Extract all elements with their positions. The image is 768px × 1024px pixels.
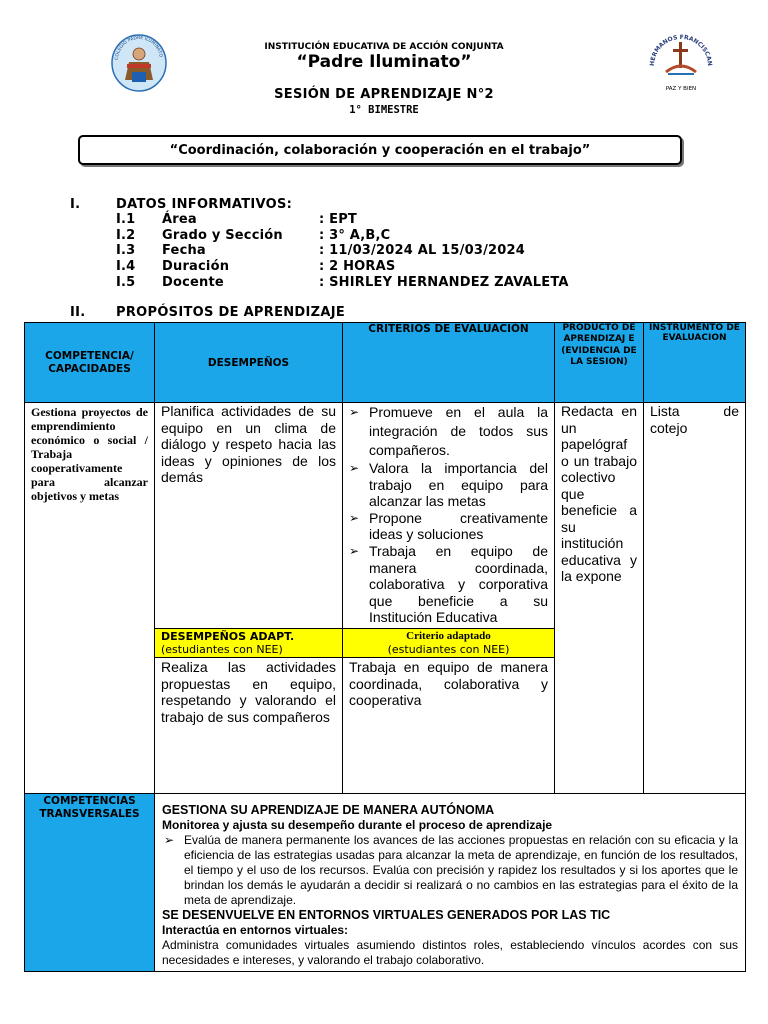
info-value: : EPT	[319, 212, 358, 227]
info-field: Área	[162, 212, 197, 227]
criterio-item: ➢ Propone creativamente ideas y soluciones	[347, 510, 548, 543]
info-num: I.1	[116, 212, 136, 227]
criterios-cell	[343, 403, 555, 629]
criterio-item: ➢ Trabaja en equipo de manera coordinada, colaborativa y corporativa que beneficie a su Institución Educativa	[347, 543, 548, 626]
info-num: I.2	[116, 228, 136, 243]
desempeno-cell: Planifica actividades de su equipo en un clima de diálogo y respeto hacia las ideas y opiniones de los demás	[155, 403, 343, 629]
info-row	[116, 212, 716, 228]
info-num: I.4	[116, 259, 136, 274]
school-name: “Padre Iluminato”	[296, 52, 472, 72]
learning-purposes-table	[24, 322, 746, 972]
header-producto: PRODUCTO DE APRENDIZAJ E (EVIDENCIA DE LA SESION)	[555, 323, 644, 403]
transversal-comp1-capacity: Monitorea y ajusta su desempeño durante el proceso de aprendizaje	[162, 818, 553, 832]
criterio-item: ➢ Promueve en el aula la integración de todos sus compañeros.	[347, 403, 548, 460]
info-field: Duración	[162, 259, 230, 274]
info-value: : 2 HORAS	[319, 259, 396, 274]
logo-caption: PAZ Y BIEN	[665, 86, 697, 92]
info-row	[116, 259, 716, 275]
svg-text:HERMANOS FRANCISCANOS: HERMANOS FRANCISCAN	[648, 33, 714, 67]
transversal-comp2-capacity: Interactúa en entornos virtuales:	[162, 923, 349, 937]
info-num: I.5	[116, 275, 136, 290]
session-theme: “Coordinación, colaboración y cooperación en el trabajo”	[169, 142, 591, 158]
competencia-cell: Gestiona proyectos de emprendimiento económico o social / Trabaja cooperativamente para alcanzar objetivos y metas	[25, 403, 155, 794]
info-field: Grado y Sección	[162, 228, 283, 243]
info-value: : SHIRLEY HERNANDEZ ZAVALETA	[319, 275, 569, 290]
instrumento-cell: Lista de cotejo	[644, 403, 746, 794]
criterio-item: ➢ Valora la importancia del trabajo en equipo para alcanzar las metas	[347, 460, 548, 510]
institution-name: INSTITUCIÓN EDUCATIVA DE ACCIÓN CONJUNTA	[264, 42, 504, 52]
session-title: SESIÓN DE APRENDIZAJE N°2	[274, 87, 494, 102]
adapt-criterio-header: Criterio adaptado (estudiantes con NEE)	[343, 629, 555, 658]
section-number: II.	[70, 305, 86, 320]
transversales-label: COMPETENCIAS TRANSVERSALES	[25, 794, 155, 972]
bimestre-label: 1° BIMESTRE	[349, 104, 419, 116]
transversal-comp1-title: GESTIONA SU APRENDIZAJE DE MANERA AUTÓNOMA	[162, 803, 495, 817]
info-list	[116, 212, 716, 292]
info-field: Fecha	[162, 243, 206, 258]
section-propositos	[70, 305, 470, 321]
header-criterios: CRITERIOS DE EVALUACIÓN	[343, 323, 555, 403]
session-theme-box	[78, 135, 682, 165]
criterios-list	[347, 403, 548, 626]
svg-text:COLEGIO PADRE ILUMINATO: COLEGIO PADRE ILUMINATO	[114, 35, 163, 61]
adapt-desempeno-cell: Realiza las actividades propuestas en equipo, respetando y valorando el trabajo de sus compañeros	[155, 658, 343, 794]
info-row	[116, 275, 716, 291]
info-num: I.3	[116, 243, 136, 258]
producto-cell: Redacta en un papelógraf o un trabajo colectivo que beneficie a su institución educativa y la expone	[555, 403, 644, 794]
info-row	[116, 243, 716, 259]
adapt-criterio-cell: Trabaja en equipo de manera coordinada, colaborativa y cooperativa	[343, 658, 555, 794]
section-datos-informativos	[70, 197, 470, 213]
transversal-item: ➢ Evalúa de manera permanente los avances de las acciones propuestas en relación con su eficacia y la eficiencia de las estrategias usadas para alcanzar la meta de aprendizaje, en función de los resultados, el tiempo y el uso de los recursos. Evalúa con precisión y rapidez los resultados y si los aportes que le brindan los demás le ayudarán a decidir si realizará o no cambios en las estrategias para el éxito de la meta de aprendizaje.	[162, 833, 738, 908]
header-desempenos: DESEMPEÑOS	[155, 323, 343, 403]
info-value: : 11/03/2024 AL 15/03/2024	[319, 243, 526, 258]
transversales-content	[155, 794, 746, 972]
header-competencia: COMPETENCIA/ CAPACIDADES	[25, 323, 155, 403]
info-field: Docente	[162, 275, 224, 290]
info-row	[116, 228, 716, 244]
transversal-comp2-title: SE DESENVUELVE EN ENTORNOS VIRTUALES GENERADOS POR LAS TIC	[162, 908, 611, 922]
adapt-desempeno-header: DESEMPEÑOS ADAPT. (estudiantes con NEE)	[155, 629, 343, 658]
section-number: I.	[70, 197, 81, 212]
transversal-comp1-list	[162, 833, 738, 908]
header-instrumento: INSTRUMENTO DE EVALUACION	[644, 323, 746, 403]
section-label: PROPÓSITOS DE APRENDIZAJE	[116, 305, 346, 320]
section-label: DATOS INFORMATIVOS:	[116, 197, 293, 212]
info-value: : 3° A,B,C	[319, 228, 391, 243]
transversal-comp2-text: Administra comunidades virtuales asumiendo distintos roles, estableciendo vínculos acordes con sus necesidades e intereses, y valorando el trabajo colaborativo.	[162, 938, 738, 967]
